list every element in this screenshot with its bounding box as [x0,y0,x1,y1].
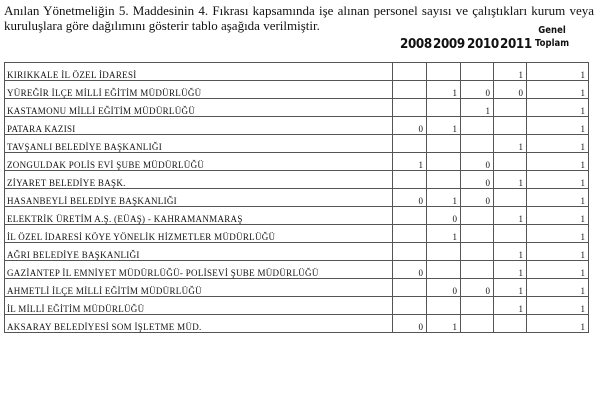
table-row [5,81,589,99]
cell-y2010 [461,297,494,315]
institution-name: ZİYARET BELEDİYE BAŞK. [5,171,393,189]
cell-y2011: 1 [494,279,527,297]
table-row [5,207,589,225]
cell-y2009 [427,153,461,171]
personnel-table [4,62,589,333]
header-2011: 2011 [500,37,532,52]
cell-y2010 [461,63,494,81]
cell-y2009: 1 [427,81,461,99]
cell-y2011 [494,189,527,207]
institution-name: HASANBEYLİ BELEDİYE BAŞKANLIĞI [5,189,393,207]
cell-total: 1 [527,81,589,99]
header-2010: 2010 [467,37,499,52]
cell-y2009 [427,63,461,81]
table-row [5,171,589,189]
cell-y2009 [427,243,461,261]
institution-name: TAVŞANLI BELEDİYE BAŞKANLIĞI [5,135,393,153]
institution-name: ELEKTRİK ÜRETİM A.Ş. (EÜAŞ) - KAHRAMANMARAŞ [5,207,393,225]
cell-y2009: 1 [427,117,461,135]
cell-total: 1 [527,63,589,81]
table-row [5,189,589,207]
cell-y2011: 1 [494,63,527,81]
cell-y2010: 0 [461,81,494,99]
cell-total: 1 [527,297,589,315]
cell-y2008 [393,99,427,117]
institution-name: KASTAMONU MİLLİ EĞİTİM MÜDÜRLÜĞÜ [5,99,393,117]
table-row [5,135,589,153]
cell-total: 1 [527,243,589,261]
cell-y2009 [427,261,461,279]
table-row [5,99,589,117]
cell-y2008 [393,81,427,99]
institution-name: YÜREĞİR İLÇE MİLLİ EĞİTİM MÜDÜRLÜĞÜ [5,81,393,99]
cell-y2010 [461,315,494,333]
institution-name: GAZİANTEP İL EMNİYET MÜDÜRLÜĞÜ- POLİSEVİ ŞUBE MÜDÜRLÜĞÜ [5,261,393,279]
cell-y2010: 1 [461,99,494,117]
cell-y2009 [427,99,461,117]
header-2008: 2008 [400,37,432,52]
table-row [5,153,589,171]
cell-y2009 [427,171,461,189]
cell-y2010 [461,261,494,279]
cell-y2011: 1 [494,297,527,315]
cell-total: 1 [527,171,589,189]
cell-y2011: 1 [494,207,527,225]
cell-y2008: 1 [393,153,427,171]
header-2009: 2009 [433,37,465,52]
table-body [5,63,589,333]
cell-y2009 [427,297,461,315]
cell-y2008 [393,135,427,153]
cell-total: 1 [527,315,589,333]
institution-name: İL MİLLİ EĞİTİM MÜDÜRLÜĞÜ [5,297,393,315]
institution-name: AKSARAY BELEDİYESİ SOM İŞLETME MÜD. [5,315,393,333]
cell-y2011: 1 [494,135,527,153]
table-row [5,261,589,279]
cell-y2008 [393,297,427,315]
cell-y2011: 1 [494,171,527,189]
cell-total: 1 [527,225,589,243]
cell-y2010 [461,207,494,225]
header-genel: Genel [538,25,566,36]
institution-name: AHMETLİ İLÇE MİLLİ EĞİTİM MÜDÜRLÜĞÜ [5,279,393,297]
intro-paragraph: Anılan Yönetmeliğin 5. Maddesinin 4. Fıkrası kapsamında işe alınan personel sayısı ve çalıştıkları kurum veya kuruluşlara göre dağılımını gösterir tablo aşağıda verilmiştir. [4,3,594,33]
cell-total: 1 [527,99,589,117]
cell-y2011: 1 [494,261,527,279]
institution-name: KIRIKKALE İL ÖZEL İDARESİ [5,63,393,81]
cell-y2008: 0 [393,315,427,333]
cell-y2010: 0 [461,171,494,189]
cell-y2011 [494,315,527,333]
cell-y2008 [393,279,427,297]
cell-y2011 [494,117,527,135]
cell-total: 1 [527,153,589,171]
cell-y2010 [461,225,494,243]
cell-y2010 [461,135,494,153]
cell-y2008 [393,63,427,81]
table-row [5,117,589,135]
cell-y2010 [461,243,494,261]
cell-total: 1 [527,261,589,279]
header-toplam: Toplam [535,38,570,49]
cell-total: 1 [527,279,589,297]
cell-y2009: 1 [427,315,461,333]
cell-y2008: 0 [393,117,427,135]
cell-y2011: 1 [494,243,527,261]
cell-y2009: 0 [427,207,461,225]
cell-y2010: 0 [461,279,494,297]
table-row [5,63,589,81]
institution-name: İL ÖZEL İDARESİ KÖYE YÖNELİK HİZMETLER MÜDÜRLÜĞÜ [5,225,393,243]
cell-y2011 [494,99,527,117]
cell-y2008: 0 [393,189,427,207]
table-row [5,297,589,315]
table-row [5,279,589,297]
cell-y2011 [494,225,527,243]
table-row [5,225,589,243]
table-row [5,315,589,333]
institution-name: AĞRI BELEDİYE BAŞKANLIĞI [5,243,393,261]
institution-name: PATARA KAZISI [5,117,393,135]
institution-name: ZONGULDAK POLİS EVİ ŞUBE MÜDÜRLÜĞÜ [5,153,393,171]
cell-total: 1 [527,207,589,225]
cell-total: 1 [527,117,589,135]
cell-total: 1 [527,189,589,207]
cell-y2008 [393,225,427,243]
cell-y2009: 1 [427,189,461,207]
header-genel-toplam [535,24,569,50]
cell-y2010: 0 [461,153,494,171]
cell-y2011 [494,153,527,171]
table-row [5,243,589,261]
cell-y2011: 0 [494,81,527,99]
cell-y2008 [393,243,427,261]
cell-y2009: 0 [427,279,461,297]
cell-y2008: 0 [393,261,427,279]
cell-total: 1 [527,135,589,153]
cell-y2009: 1 [427,225,461,243]
cell-y2010: 0 [461,189,494,207]
cell-y2010 [461,117,494,135]
cell-y2009 [427,135,461,153]
cell-y2008 [393,171,427,189]
cell-y2008 [393,207,427,225]
